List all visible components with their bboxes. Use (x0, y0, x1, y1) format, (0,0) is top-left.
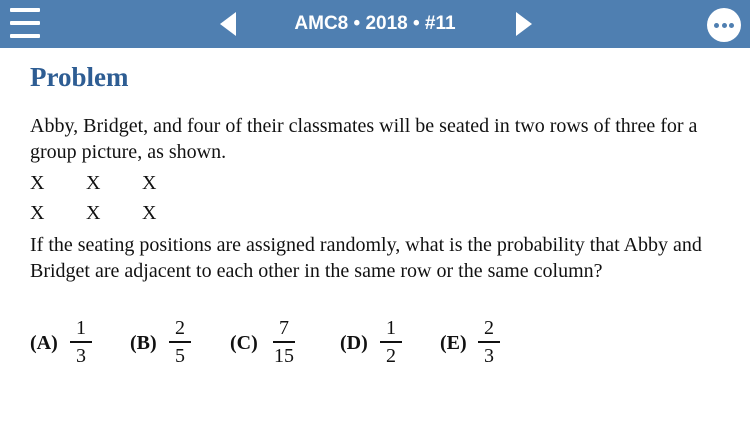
choice-label: (D) (340, 332, 368, 354)
problem-text-intro: Abby, Bridget, and four of their classmates will be seated in two rows of three for a group picture, as shown. (30, 115, 698, 163)
denominator: 3 (484, 344, 494, 367)
hamburger-icon-line (10, 34, 40, 38)
numerator: 2 (484, 317, 494, 339)
seat: X (86, 172, 101, 194)
menu-button[interactable] (8, 4, 42, 42)
fraction-bar (169, 341, 191, 343)
next-problem-button[interactable] (510, 10, 538, 38)
choice-label: (A) (30, 332, 58, 354)
problem-heading: Problem (30, 62, 129, 92)
choice-fraction (165, 316, 195, 368)
denominator: 2 (386, 344, 396, 367)
choice-fraction (376, 316, 406, 368)
hamburger-icon-line (10, 21, 40, 25)
triangle-right-icon (510, 10, 538, 38)
denominator: 3 (76, 344, 86, 367)
choice-label: (C) (230, 332, 258, 354)
seat: X (142, 172, 157, 194)
denominator: 15 (274, 344, 294, 367)
choice-label: (E) (440, 332, 467, 354)
fraction-bar (380, 341, 402, 343)
fraction-bar (273, 341, 295, 343)
seat: X (30, 202, 45, 224)
choice-fraction (66, 316, 96, 368)
numerator: 2 (175, 317, 185, 339)
seat: X (86, 202, 101, 224)
choice-label: (B) (130, 332, 157, 354)
choice-fraction (474, 316, 504, 368)
choice-fraction (269, 316, 299, 368)
previous-problem-button[interactable] (214, 10, 242, 38)
fraction-bar (70, 341, 92, 343)
triangle-left-icon (214, 10, 242, 38)
denominator: 5 (175, 344, 185, 367)
numerator: 7 (279, 317, 289, 339)
numerator: 1 (76, 317, 86, 339)
more-options-button[interactable] (707, 8, 741, 42)
problem-text-question: If the seating positions are assigned randomly, what is the probability that Abby and Bridget are adjacent to each other in the same row or the same column? (30, 234, 702, 282)
top-bar (0, 0, 750, 48)
numerator: 1 (386, 317, 396, 339)
page-title: AMC8 • 2018 • #11 (294, 13, 456, 34)
hamburger-icon (10, 8, 40, 12)
seat: X (142, 202, 157, 224)
seat: X (30, 172, 45, 194)
fraction-bar (478, 341, 500, 343)
